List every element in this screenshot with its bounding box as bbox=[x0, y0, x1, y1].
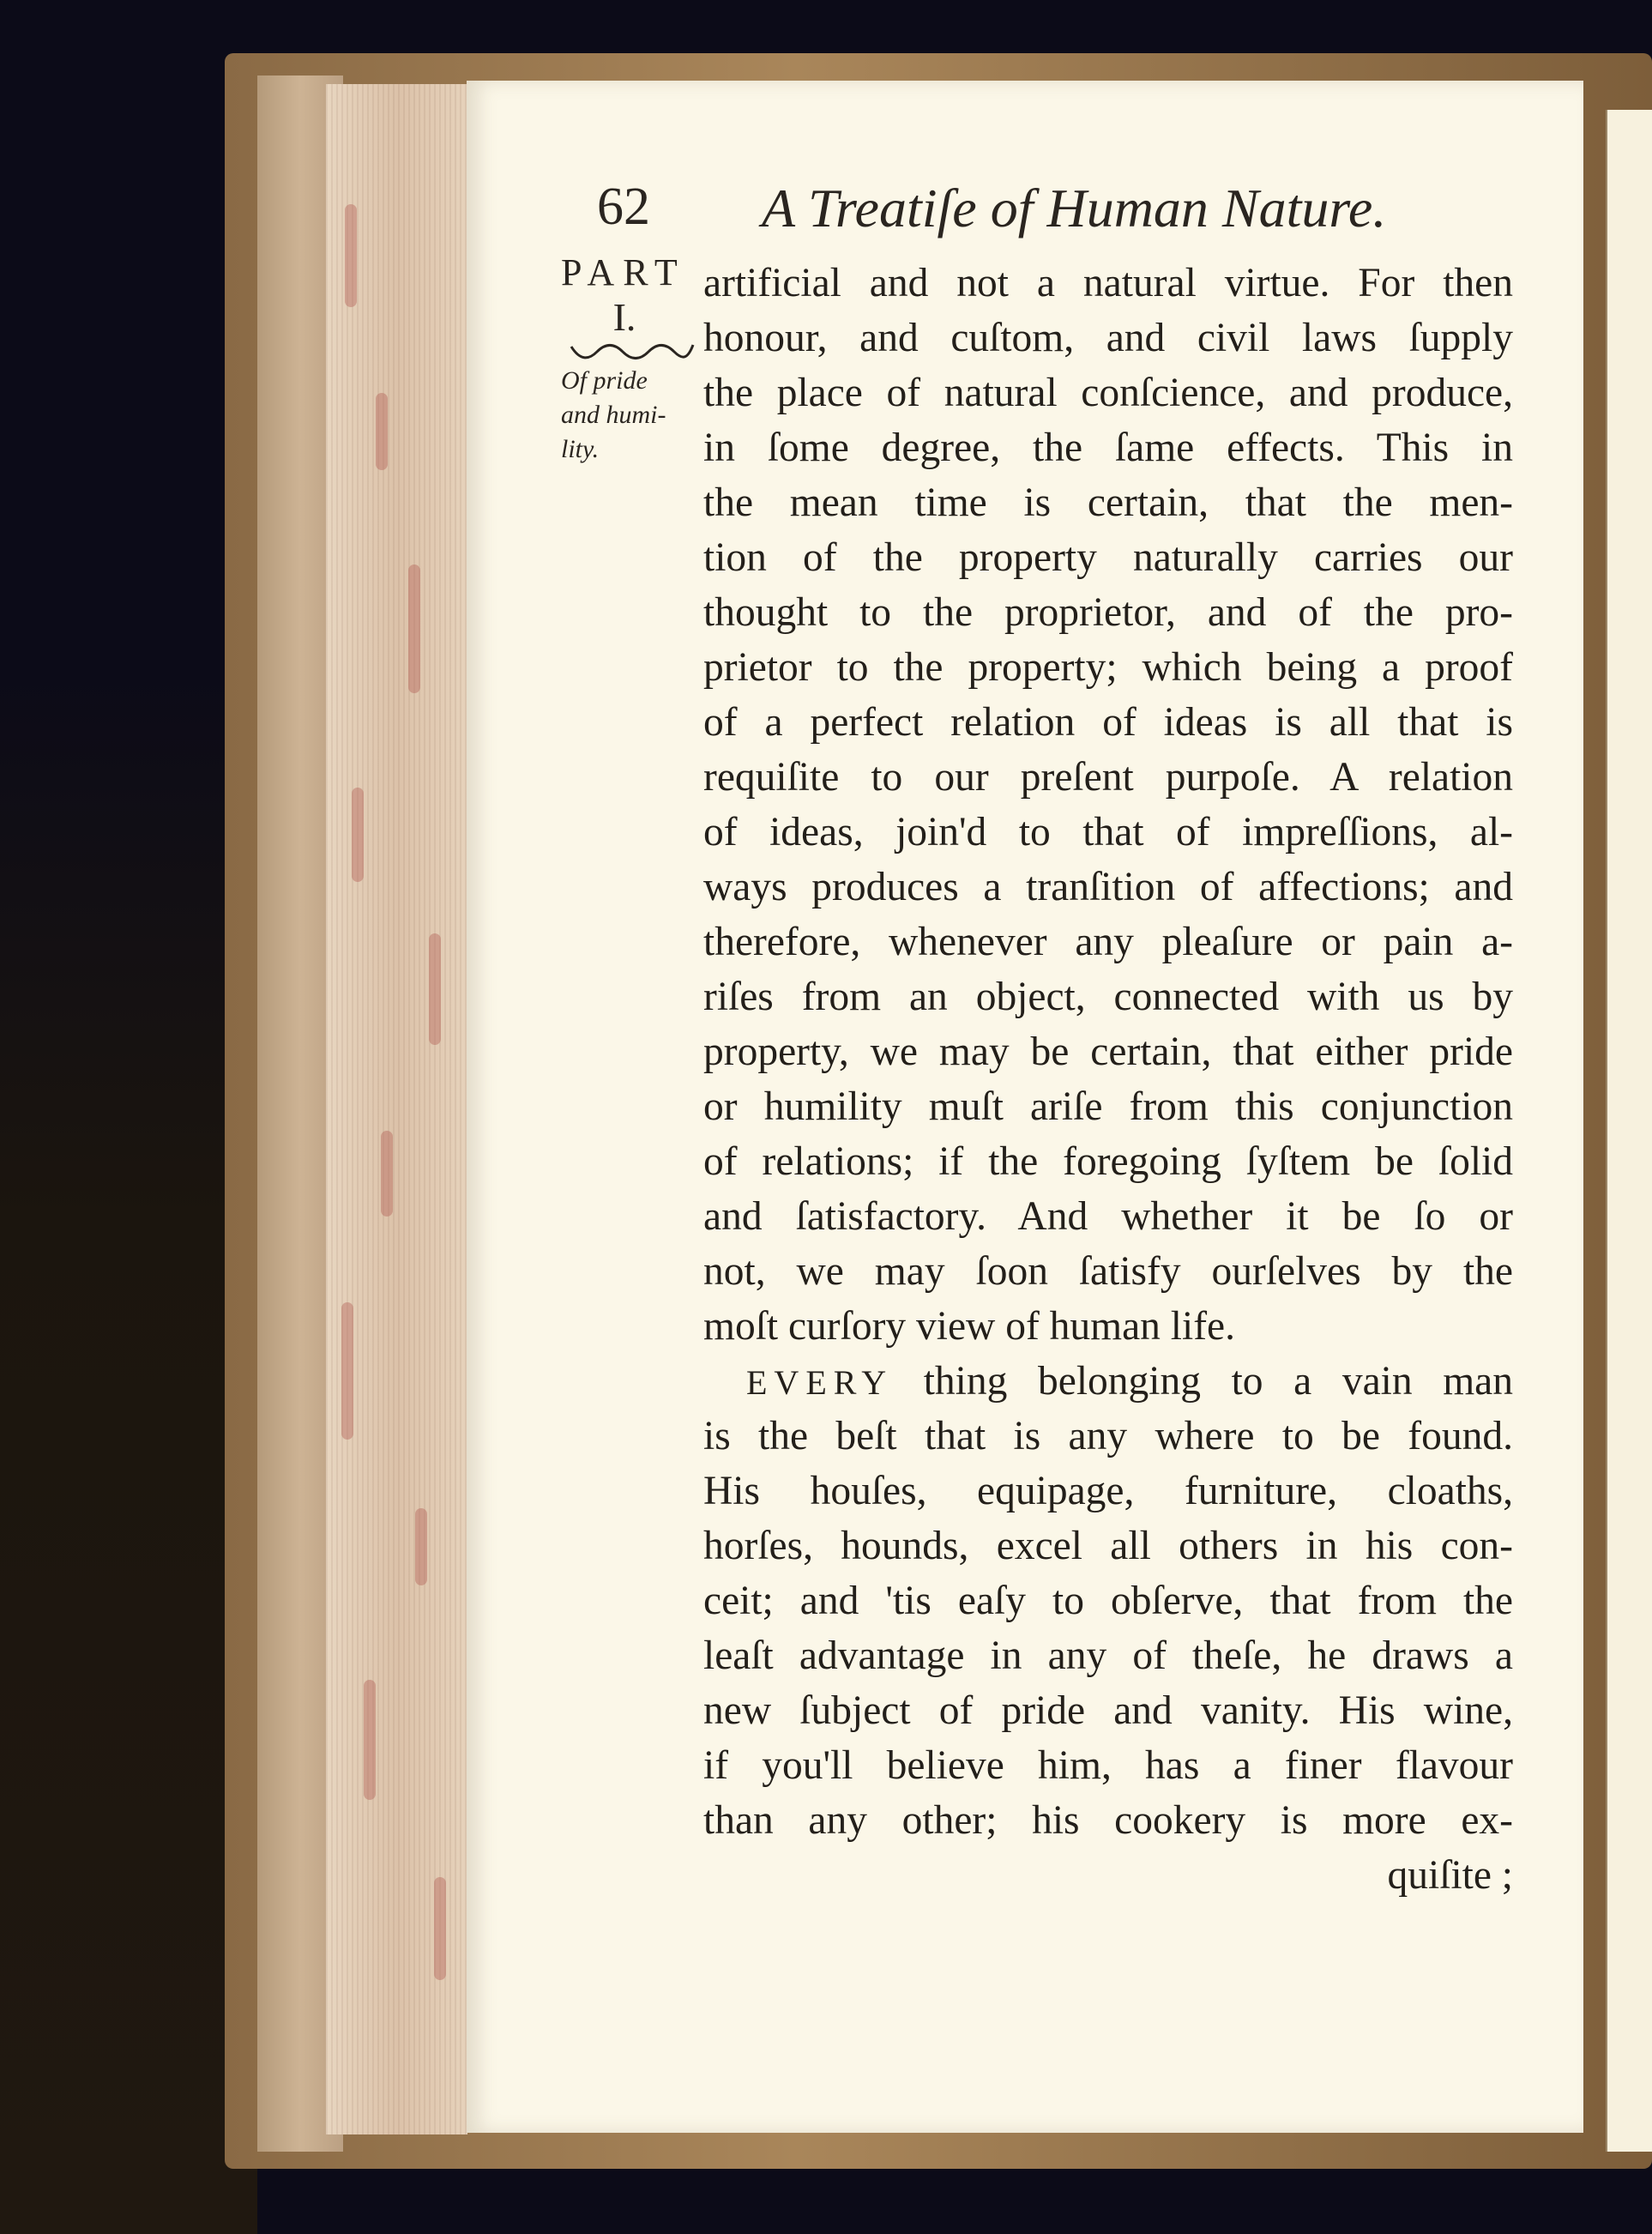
sidenote-line: Of pride bbox=[561, 366, 648, 395]
text-line: leaſt advantage in any of theſe, he draws a bbox=[703, 1633, 1513, 1678]
catchword: quiſite ; bbox=[1387, 1853, 1513, 1898]
text-fragment: thing belonging to a vain man bbox=[893, 1359, 1513, 1404]
text-line: therefore, whenever any pleaſure or pain a- bbox=[703, 920, 1513, 964]
text-line: requiſite to our preſent purpoſe. A relation bbox=[703, 755, 1513, 800]
text-line: and ſatisfactory. And whether it be ſo or bbox=[703, 1194, 1513, 1239]
text-line: if you'll believe him, has a finer flavour bbox=[703, 1743, 1513, 1788]
sidenote-line: and humi- bbox=[561, 401, 666, 429]
sidenote-line: lity. bbox=[561, 435, 600, 463]
text-line: the mean time is certain, that the men- bbox=[703, 480, 1513, 525]
text-line: artificial and not a natural virtue. For then bbox=[703, 261, 1513, 305]
body-text bbox=[703, 256, 1513, 1903]
flourish-icon bbox=[568, 341, 696, 362]
text-line: new ſubject of pride and vanity. His wine, bbox=[703, 1688, 1513, 1733]
text-line: thought to the proprietor, and of the pro- bbox=[703, 590, 1513, 635]
text-line: riſes from an object, connected with us by bbox=[703, 975, 1513, 1019]
text-line bbox=[703, 1354, 1513, 1409]
text-line: ways produces a tranſition of affections; and bbox=[703, 865, 1513, 909]
text-line: ceit; and 'tis eaſy to obſerve, that from the bbox=[703, 1579, 1513, 1623]
book-page bbox=[467, 81, 1583, 2133]
text-line: moſt curſory view of human life. bbox=[703, 1304, 1235, 1349]
text-line: property, we may be certain, that either pride bbox=[703, 1029, 1513, 1074]
text-line: than any other; his cookery is more ex- bbox=[703, 1798, 1513, 1843]
text-line: tion of the property naturally carries our bbox=[703, 535, 1513, 580]
page-number: 62 bbox=[597, 178, 650, 236]
facing-page-edge bbox=[1606, 110, 1652, 2152]
text-line: honour, and cuſtom, and civil laws ſupply bbox=[703, 316, 1513, 360]
text-line: the place of natural conſcience, and produce, bbox=[703, 371, 1513, 415]
text-line: His houſes, equipage, furniture, cloaths, bbox=[703, 1469, 1513, 1513]
small-caps-lead: EVERY bbox=[746, 1363, 894, 1402]
page-block bbox=[326, 84, 467, 2134]
text-line: is the beſt that is any where to be found. bbox=[703, 1414, 1513, 1458]
text-line: of relations; if the foregoing ſyſtem be ſolid bbox=[703, 1139, 1513, 1184]
backdrop bbox=[0, 669, 257, 2234]
part-label: PART bbox=[561, 251, 686, 293]
text-line: of a perfect relation of ideas is all that is bbox=[703, 700, 1513, 745]
part-number: I. bbox=[612, 295, 636, 339]
text-line: or humility muſt ariſe from this conjunction bbox=[703, 1084, 1513, 1129]
text-line: not, we may ſoon ſatisfy ourſelves by the bbox=[703, 1249, 1513, 1294]
text-line: prietor to the property; which being a proof bbox=[703, 645, 1513, 690]
text-line: horſes, hounds, excel all others in his con- bbox=[703, 1524, 1513, 1568]
text-line: of ideas, join'd to that of impreſſions, al- bbox=[703, 810, 1513, 854]
text-line: in ſome degree, the ſame effects. This in bbox=[703, 426, 1513, 470]
running-title: A Treatiſe of Human Nature. bbox=[762, 178, 1387, 238]
